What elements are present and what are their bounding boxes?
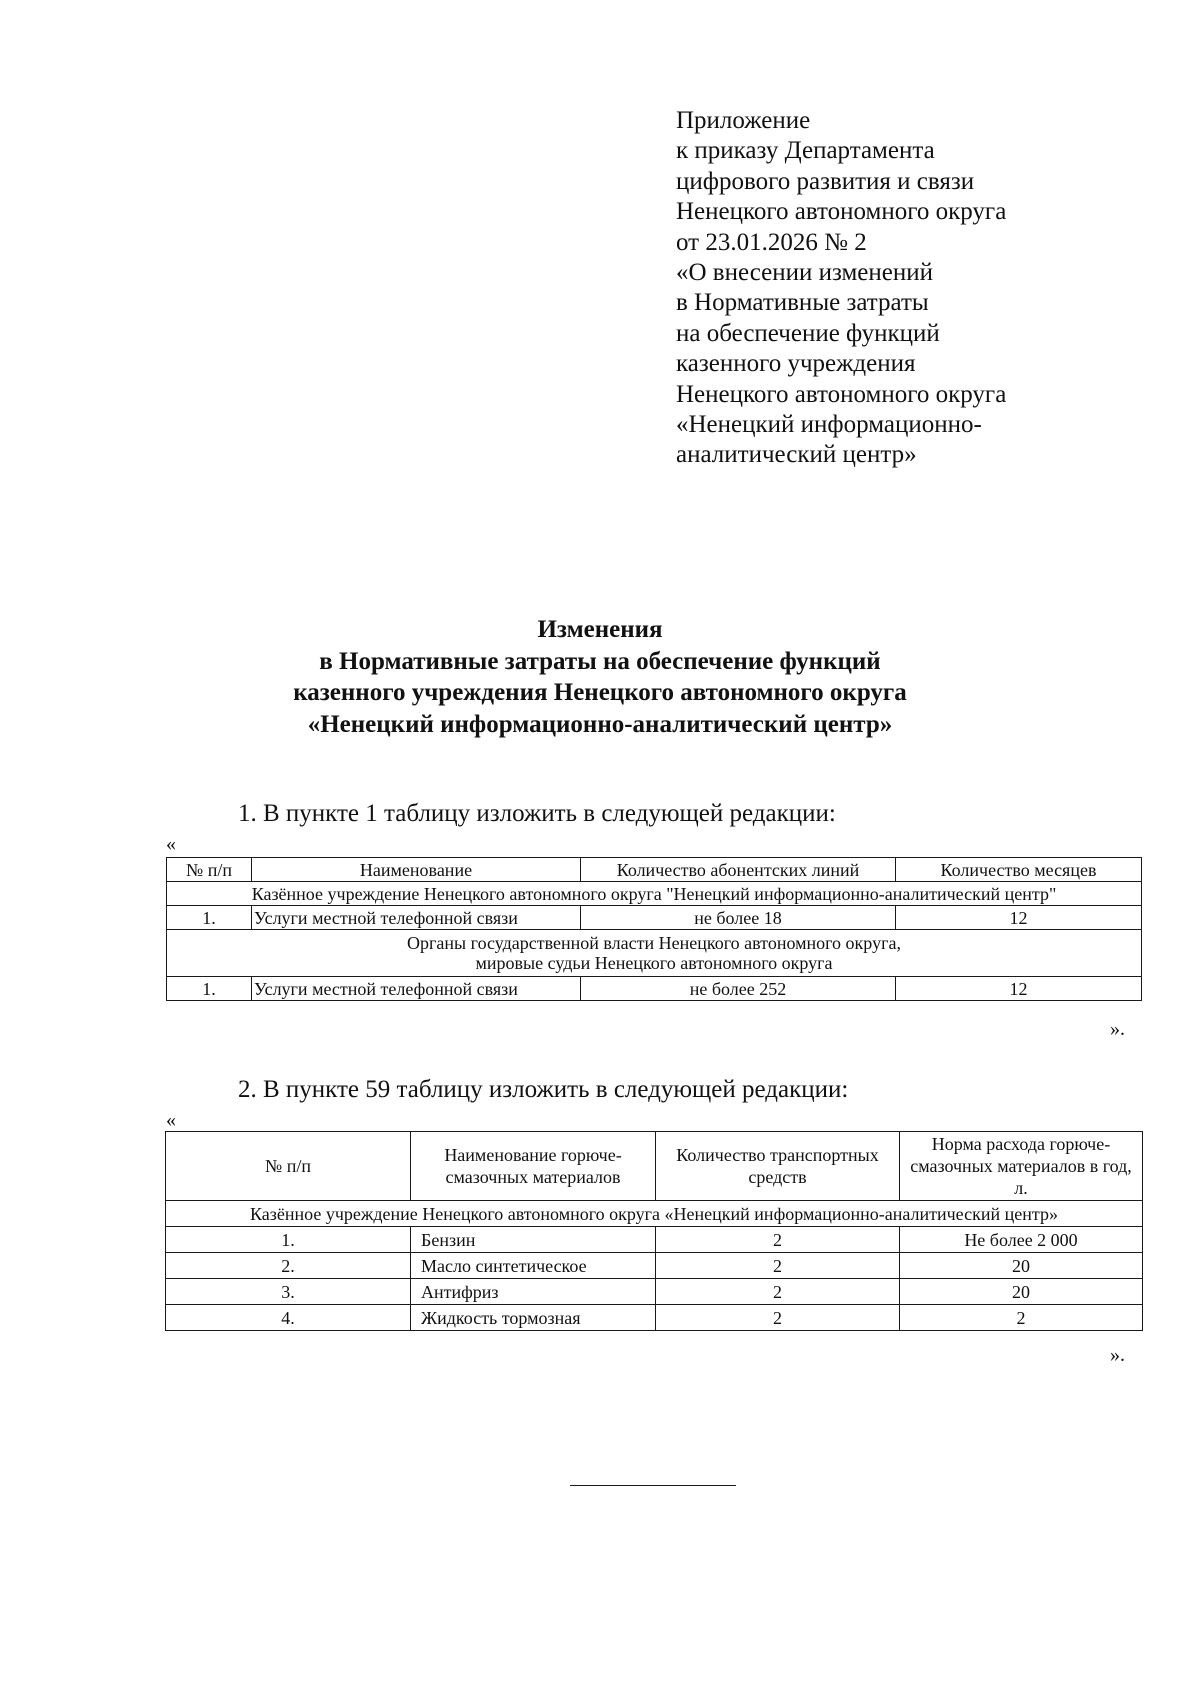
norm-cell: 2 — [900, 1305, 1143, 1331]
number-cell: 2. — [166, 1253, 411, 1279]
title-line: в Нормативные затраты на обеспечение функций — [319, 647, 881, 675]
table-row — [166, 1227, 1143, 1253]
table-group-row — [167, 930, 1142, 977]
group-cell-line: мировые судьи Ненецкого автономного округа — [475, 953, 833, 973]
group-cell — [167, 930, 1142, 977]
number-cell: 4. — [166, 1305, 411, 1331]
section2-paragraph: 2. В пункте 59 таблицу изложить в следующей редакции: — [238, 1076, 849, 1103]
appendix-line: «Ненецкий информационно- — [676, 411, 982, 439]
end-divider — [570, 1485, 736, 1486]
title-line: Изменения — [537, 616, 663, 643]
appendix-line: Приложение — [676, 107, 811, 134]
material-cell: Бензин — [411, 1227, 656, 1253]
header-cell: Норма расхода горюче-смазочных материалов в год, л. — [900, 1132, 1143, 1201]
phone-lines-table — [166, 857, 1142, 1001]
table-row — [166, 1279, 1143, 1305]
vehicles-cell: 2 — [656, 1253, 900, 1279]
name-cell: Услуги местной телефонной связи — [252, 977, 581, 1001]
table-group-row — [167, 882, 1142, 906]
appendix-line: от 23.01.2026 № 2 — [676, 228, 867, 256]
appendix-line: Ненецкого автономного округа — [676, 380, 1007, 408]
table-row — [166, 1305, 1143, 1331]
appendix-line: на обеспечение функций — [676, 319, 940, 347]
norm-cell: 20 — [900, 1279, 1143, 1305]
number-cell: 1. — [166, 1227, 411, 1253]
appendix-line: «О внесении изменений — [676, 259, 934, 287]
number-cell: 1. — [167, 906, 252, 930]
material-cell: Масло синтетическое — [411, 1253, 656, 1279]
title-line: «Ненецкий информационно-аналитический центр» — [307, 710, 893, 738]
group-cell-line: Органы государственной власти Ненецкого автономного округа, — [407, 933, 901, 953]
table-row — [167, 977, 1142, 1001]
section1-paragraph: 1. В пункте 1 таблицу изложить в следующей редакции: — [238, 800, 836, 827]
header-cell: Количество месяцев — [896, 858, 1142, 882]
months-cell: 12 — [896, 977, 1142, 1001]
months-cell: 12 — [896, 906, 1142, 930]
appendix-line: в Нормативные затраты — [676, 289, 929, 317]
appendix-line: цифрового развития и связи — [676, 167, 975, 195]
section1-open-quote: « — [166, 833, 176, 855]
material-cell: Антифриз — [411, 1279, 656, 1305]
table-header-row — [167, 858, 1142, 882]
header-cell: № п/п — [166, 1132, 411, 1201]
table-header-row — [166, 1132, 1143, 1201]
appendix-line: Ненецкого автономного округа — [676, 198, 1007, 226]
header-cell: Количество абонентских линий — [581, 858, 896, 882]
group-cell: Казённое учреждение Ненецкого автономного округа «Ненецкий информационно-аналитический центр» — [166, 1201, 1143, 1227]
header-cell: Наименование горюче-смазочных материалов — [411, 1132, 656, 1201]
section1-close-quote: ». — [1110, 1018, 1125, 1040]
norm-cell: 20 — [900, 1253, 1143, 1279]
group-cell: Казённое учреждение Ненецкого автономного округа "Ненецкий информационно-аналитический центр" — [167, 882, 1142, 906]
lines-cell: не более 252 — [581, 977, 896, 1001]
header-cell: № п/п — [167, 858, 252, 882]
appendix-line: аналитический центр» — [676, 441, 917, 469]
number-cell: 1. — [167, 977, 252, 1001]
table-row — [167, 906, 1142, 930]
norm-cell: Не более 2 000 — [900, 1227, 1143, 1253]
title-line: казенного учреждения Ненецкого автономного округа — [293, 679, 907, 706]
section2-open-quote: « — [166, 1109, 176, 1131]
vehicles-cell: 2 — [656, 1279, 900, 1305]
appendix-block — [676, 106, 1096, 471]
fuel-norms-table — [165, 1131, 1143, 1331]
material-cell: Жидкость тормозная — [411, 1305, 656, 1331]
section2-close-quote: ». — [1110, 1344, 1125, 1366]
table-row — [166, 1253, 1143, 1279]
table-group-row — [166, 1201, 1143, 1227]
header-cell: Количество транспортных средств — [656, 1132, 900, 1201]
document-title — [150, 614, 1050, 740]
lines-cell: не более 18 — [581, 906, 896, 930]
name-cell: Услуги местной телефонной связи — [252, 906, 581, 930]
header-cell: Наименование — [252, 858, 581, 882]
appendix-line: казенного учреждения — [676, 350, 916, 378]
appendix-line: к приказу Департамента — [676, 137, 935, 165]
vehicles-cell: 2 — [656, 1227, 900, 1253]
number-cell: 3. — [166, 1279, 411, 1305]
vehicles-cell: 2 — [656, 1305, 900, 1331]
